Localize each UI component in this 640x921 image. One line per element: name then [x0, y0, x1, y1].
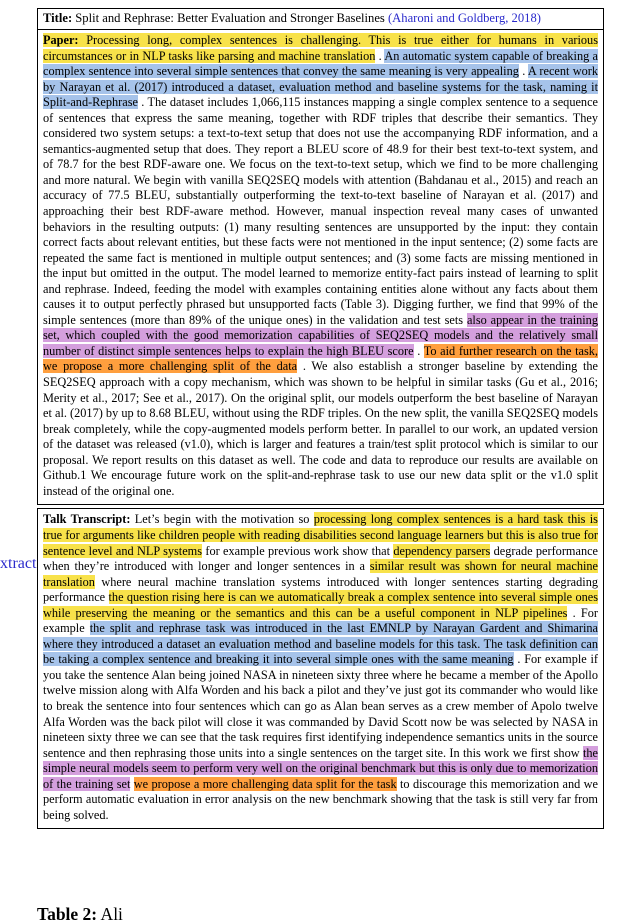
plain-text: where neural machine translation systems introduced with longer sentences starting degrading performance [43, 574, 598, 605]
plain-text: . For example [43, 605, 599, 636]
highlight-purple: also appear in the training set, which coupled with the good memorization capabilities of SEQ2SEQ models and the relatively small number of distinct simple sentences helps to explain the high BLEU score [43, 312, 598, 358]
transcript-paragraph [38, 509, 603, 828]
caption-text: Ali [97, 904, 123, 921]
figure-boxes [37, 8, 604, 829]
highlight-yellow: processing long complex sentences is a hard task this is true for arguments like children people with reading disabilities second language learners but this is also true for sentence level and NLP systems [43, 512, 598, 558]
plain-text: Let’s begin with the motivation so [134, 512, 314, 527]
plain-text: for example previous work show that [202, 543, 394, 558]
table-caption-partial [37, 903, 123, 921]
highlight-orange: To aid further research on the task, we propose a more challenging split of the data [43, 343, 598, 374]
plain-text: . The dataset includes 1,066,115 instances mapping a single complex sentence to a sequence of sentences that express the same meaning, together with RDF triples that describe their semantics. They considered two system setups: a text-to-text setup that does not use the accompanying RDF information, and a semantics-augmented setup that does. They report a BLEU score of 48.9 for their best text-to-text system, and of 78.7 for the best RDF-aware one. We focus on the text-to-text setup, which we find to be more challenging and more natural. We begin with vanilla SEQ2SEQ models with attention (Bahdanau et al., 2015) and reach an accuracy of 77.5 BLEU, substantially outperforming the text-to-text baseline of Narayan et al. (2017) and approaching their best RDF-aware method. However, manual inspection reveal many cases of unwanted behaviors in the resulting outputs: (1) many resulting sentences are unsupported by the input: they contain correct facts about relevant entities, but these facts were not mentioned in the input sentence; (2) some facts are repeated the same fact is mentioned in multiple output sentences; and (3) some facts are missing mentioned in the input but omitted in the output. The model learned to memorize entity-fact pairs instead of learning to split and rephrase. Indeed, feeding the model with examples containing entities alone without any facts about them causes it to output perfectly phrased but unsupported facts (Table 3). Digging further, we find that 99% of the simple sentences (more than 89% of the unique ones) in the validation and test sets [43, 95, 598, 327]
highlight-yellow: similar result was shown for neural machine translation [43, 559, 598, 589]
highlight-yellow: dependency parsers [393, 543, 491, 558]
transcript-box [37, 508, 604, 829]
left-edge-cutoff-text: xtract [0, 555, 37, 572]
highlight-purple: the simple neural models seem to perform very well on the original benchmark but this is only due to memorization of the training set [43, 745, 598, 791]
highlight-blue: the split and rephrase task was introduced in the last EMNLP by Narayan Gardent and Shimarina where they introduced a dataset an evaluation method and baseline models for this task. The task definition can be taking a complex sentence and breaking it into several simple ones with the same meaning [43, 621, 598, 667]
highlight-blue: An automatic system capable of breaking a complex sentence into several simple sentences that convey the same meaning is very appealing [43, 48, 599, 79]
highlight-yellow: the question rising here is can we automatically break a complex sentence into several simple ones while preserving the meaning or the semantics and this can be a useful component in NLP pipelines [43, 590, 598, 620]
plain-text: Talk Transcript: [43, 512, 135, 527]
plain-text: . [375, 48, 385, 63]
highlight-yellow: Processing long, complex sentences is challenging. This is true either for humans in various circumstances or in NLP tasks like parsing and machine translation [43, 33, 598, 63]
plain-text: . We also establish a stronger baseline by extending the SEQ2SEQ approach with a copy mechanism, which was shown to be helpful in similar tasks (Gu et al., 2016; Merity et al., 2017; See et al., 2017). On the original split, our models outperform the best baseline of Narayan et al. (2017) by up to 8.68 BLEU, without using the RDF triples. On the new split, the vanilla SEQ2SEQ models break completely, while the copy-augmented models perform better. In parallel to our work, an updated version of the dataset was released (v1.0), which is larger and features a train/test split protocol which is similar to our proposal. We report results on this dataset as well. The code and data to reproduce our results are available on Github.1 We encourage future work on the split-and-rephrase task to use our new data split or the v1.0 split instead of the original one. [43, 359, 598, 498]
plain-text: . For example if you take the sentence Alan being joined NASA in nineteen sixty three where he became a member of the Apollo twelve mission along with Alfa Worden and his back a pilot and they’ve just got its commander who would like to break the sentence into four sentences which can go as Alan bean serves as a crew member of Apolo twelve Alfa Worden was the back pilot will close it was commanded by David Scott now be was selected by NASA in nineteen sixty three we can see that the task requires first identifying independence semantics units in the source sentence and then rephrasing those units into a single sentences on the target site. In this work we first show [43, 652, 599, 760]
plain-text: . [518, 64, 528, 79]
plain-text: Title: [43, 11, 76, 25]
paper-paragraph [38, 30, 603, 504]
highlight-blue: A recent work by Narayan et al. (2017) introduced a dataset, evaluation method and baseline systems for the task, naming it Split-and-Rephrase [43, 64, 599, 110]
plain-text: degrade performance when they’re introduced with longer and longer sentences in a [43, 543, 599, 574]
highlight-orange: we propose a more challenging data split for the task [133, 776, 397, 791]
plain-text: . [413, 343, 424, 358]
paper-box [37, 8, 604, 505]
title-row [38, 9, 603, 30]
plain-text: (Aharoni and Goldberg, 2018) [387, 11, 541, 25]
plain-text: Split and Rephrase: Better Evaluation and Stronger Baselines [75, 11, 388, 25]
highlight-yellow: Paper: [43, 33, 87, 47]
caption-label: Table 2: [37, 904, 98, 921]
plain-text: to discourage this memorization and we perform automatic evaluation in error analysis on the new benchmark showing that the task is still very far from being solved. [43, 776, 598, 822]
